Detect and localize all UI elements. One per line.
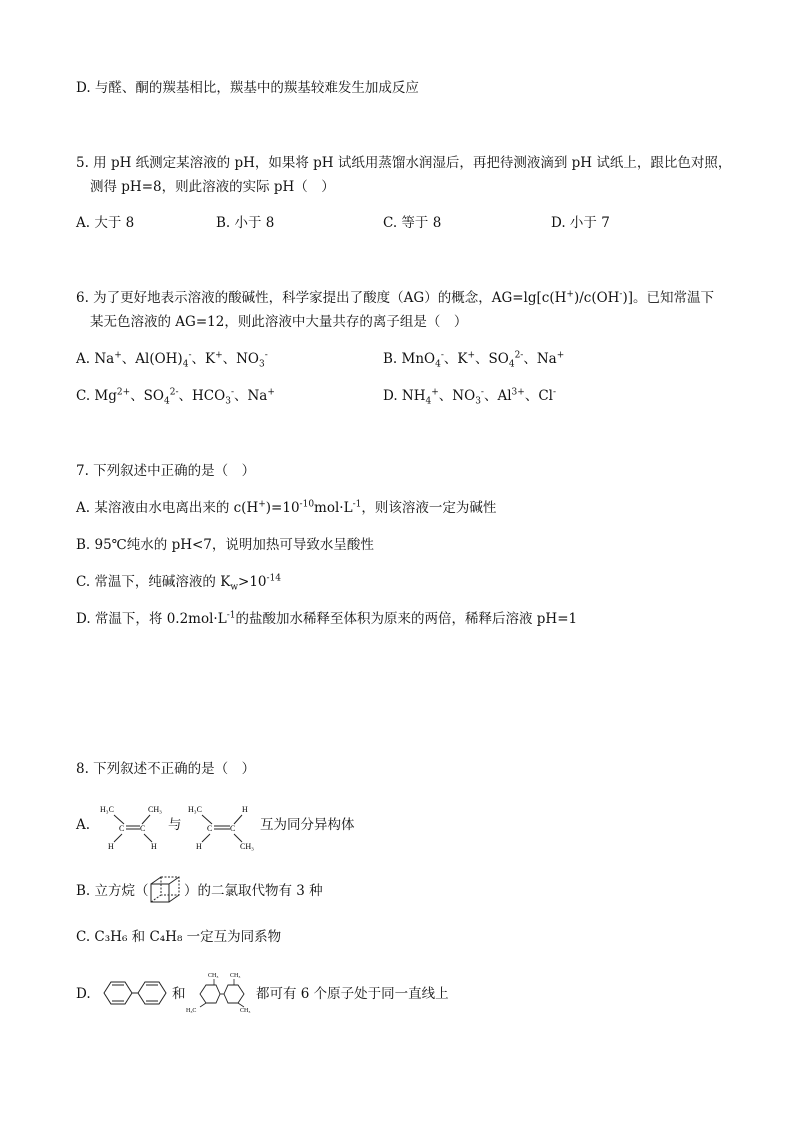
svg-text:CH₃: CH₃ bbox=[148, 805, 162, 814]
tetramethylbiphenyl-structure bbox=[186, 970, 256, 1014]
q6-stem-line1: 6. 为了更好地表示溶液的酸碱性，科学家提出了酸度（AG）的概念，AG=lg[c(H+)/c(OH-)]。已知常温下 bbox=[76, 289, 715, 306]
q7-option-c: C. 常温下，纯碱溶液的 $K_w>10^{-14}$ bbox=[76, 573, 282, 593]
biphenyl-structure bbox=[98, 978, 172, 1008]
q8-option-d-label: D. bbox=[76, 986, 91, 1002]
q6-option-c: C. $Mg^{2+}$、$SO_4^{2-}$、$HCO_3^-$、Na+ bbox=[76, 387, 275, 407]
svg-text:H: H bbox=[242, 805, 248, 814]
svg-text:C: C bbox=[207, 824, 213, 833]
svg-text:C: C bbox=[230, 824, 236, 833]
svg-text:CH₃: CH₃ bbox=[240, 842, 254, 851]
svg-text:H₃C: H₃C bbox=[188, 805, 202, 814]
q6-stem-line2: 某无色溶液的 AG=12，则此溶液中大量共存的离子组是（ ） bbox=[90, 314, 468, 330]
q5-stem-line1: 5. 用 pH 纸测定某溶液的 pH，如果将 pH 试纸用蒸馏水润湿后，再把待测液滴到 pH 试纸上，跟比色对照， bbox=[76, 155, 732, 171]
svg-text:CH₃: CH₃ bbox=[240, 1008, 251, 1014]
q5-option-b: B. 小于 8 bbox=[216, 215, 275, 231]
svg-text:CH₃: CH₃ bbox=[208, 973, 219, 979]
q8-option-b-post: ）的二氯取代物有 3 种 bbox=[184, 883, 323, 899]
q7-stem: 7. 下列叙述中正确的是（ ） bbox=[76, 463, 256, 479]
svg-text:H₃C: H₃C bbox=[186, 1008, 197, 1014]
q4-option-d: D. 与醛、酮的羰基相比，羰基中的羰基较难发生加成反应 bbox=[76, 80, 419, 96]
q5-option-c: C. 等于 8 bbox=[383, 215, 442, 231]
q8-option-d-tail: 都可有 6 个原子处于同一直线上 bbox=[256, 986, 449, 1002]
svg-text:H: H bbox=[108, 842, 114, 851]
svg-text:H₃C: H₃C bbox=[100, 805, 114, 814]
svg-text:H: H bbox=[151, 842, 157, 851]
q8-option-a-mid: 与 bbox=[168, 817, 182, 833]
svg-text:C: C bbox=[140, 824, 146, 833]
q8-option-d-mid: 和 bbox=[172, 986, 186, 1002]
svg-text:CH₃: CH₃ bbox=[230, 973, 241, 979]
q5-option-a: A. 大于 8 bbox=[76, 215, 135, 231]
q6-option-b: B. MnO$_4$-、K+、$SO_4^{2-}$、Na+ bbox=[383, 350, 565, 370]
svg-text:H: H bbox=[196, 842, 202, 851]
q8-option-c: C. C₃H₆ 和 C₄H₈ 一定互为同系物 bbox=[76, 929, 282, 945]
q5-option-d: D. 小于 7 bbox=[551, 215, 610, 231]
cis-2-butene-structure bbox=[96, 800, 166, 852]
q7-option-a: A. 某溶液由水电离出来的 $c(H^+)=10^{-10}mol\cdot L^{-1}$，则该溶液一定为碱性 bbox=[76, 499, 497, 516]
q8-option-b-pre: B. 立方烷（ bbox=[76, 883, 149, 899]
q8-option-a-label: A. bbox=[76, 817, 91, 833]
q7-option-d: D. 常温下，将 $0.2mol\cdot L^{-1}$的盐酸加水稀释至体积为原来的两倍，稀释后溶液 pH=1 bbox=[76, 610, 578, 627]
q7-option-b: B. 95℃纯水的 pH<7，说明加热可导致水呈酸性 bbox=[76, 537, 374, 553]
svg-text:C: C bbox=[119, 824, 125, 833]
q6-option-a: A. Na+、$Al(OH)_4^-$、K+、$NO_3^-$ bbox=[76, 350, 268, 370]
trans-2-butene-structure bbox=[184, 800, 260, 852]
q8-stem: 8. 下列叙述不正确的是（ ） bbox=[76, 761, 256, 777]
q6-option-d: D. $NH_4^+$、$NO_3^-$、$Al^{3+}$、Cl- bbox=[383, 387, 557, 407]
q8-option-a-tail: 互为同分异构体 bbox=[260, 817, 355, 833]
q5-stem-line2: 测得 pH=8，则此溶液的实际 pH（ ） bbox=[90, 179, 335, 195]
cubane-icon bbox=[148, 874, 184, 908]
